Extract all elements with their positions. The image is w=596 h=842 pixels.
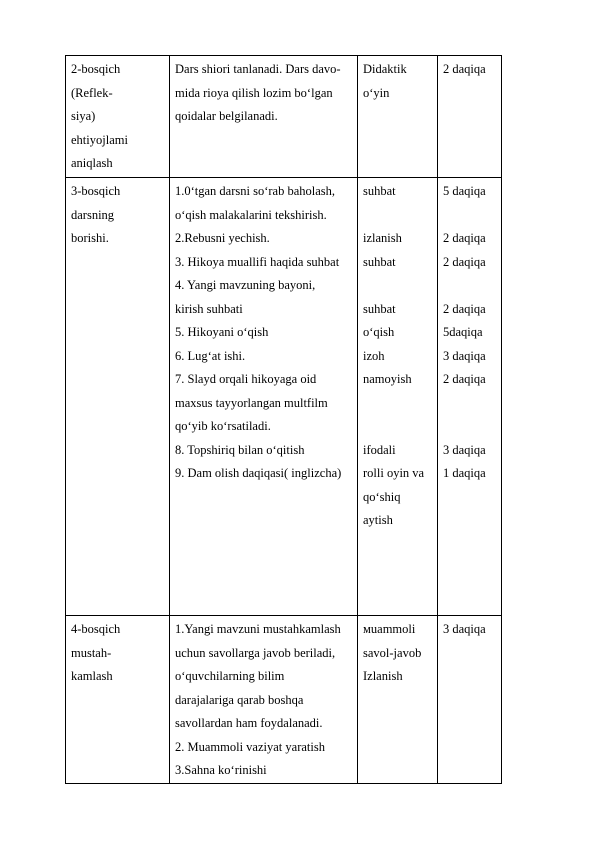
cell-line: o‘yin [363,85,390,100]
cell-line: 3.Sahna ko‘rinishi [175,763,267,777]
method-cell [358,56,438,178]
cell-line [363,274,434,298]
cell-line: kirish suhbati [175,301,243,316]
cell-line: 1.Yangi mavzuni mustahkamlash [175,622,341,636]
cell-line: 2.Rebusni yechish. [175,231,270,245]
cell-line: izoh [363,348,385,363]
method-cell [358,616,438,784]
cell-line: qo‘shiq [363,489,401,504]
cell-line: ifodali [363,442,396,457]
cell-line: (Reflek- [71,85,113,100]
cell-line: 3 daqiqa [443,622,486,636]
cell-line: o‘qish malakalarini tekshirish. [175,207,327,222]
cell-line: uchun savollarga javob beriladi, [175,645,336,660]
cell-line: Izlanish [363,669,403,683]
cell-line: siya) [71,109,96,123]
cell-line: 2-bosqich [71,62,121,76]
cell-line [443,204,498,228]
cell-line: 3 daqiqa [443,348,486,363]
cell-line [443,274,498,298]
cell-line: ehtiyojlami [71,132,128,147]
cell-line: aytish [363,513,393,527]
cell-line: 3. Hikoya muallifi haqida suhbat [175,254,340,269]
cell-line: darsning [71,207,115,222]
cell-line: mida rioya qilish lozim bo‘lgan [175,85,333,100]
cell-line: izlanish [363,231,402,245]
cell-line: 9. Dam olish daqiqasi( inglizcha) [175,466,342,480]
stage-cell [66,616,170,784]
cell-line: savol-javob [363,645,422,660]
cell-line: 2 daqiqa [443,62,486,76]
method-cell [358,178,438,616]
cell-line: aniqlash [71,156,113,170]
cell-line: мuammoli [363,622,416,636]
cell-line: 5. Hikoyani o‘qish [175,325,269,339]
cell-line: 2 daqiqa [443,301,486,316]
cell-line: 8. Topshiriq bilan o‘qitish [175,442,305,457]
cell-line: qoidalar belgilanadi. [175,109,278,123]
table-row [66,56,502,178]
cell-line [363,392,434,416]
cell-line: 2 daqiqa [443,231,486,245]
cell-line: Dars shiori tanlanadi. Dars davo- [175,62,341,76]
cell-line: suhbat [363,184,396,198]
cell-line: 7. Slayd orqali hikoyaga oid [175,372,317,386]
cell-line: 2. Muammoli vaziyat yaratish [175,739,325,754]
cell-line: Didaktik [363,62,407,76]
time-cell [438,178,502,616]
cell-line: 6. Lug‘at ishi. [175,348,246,363]
cell-line: darajalariga qarab boshqa [175,692,304,707]
cell-line: 1.0‘tgan darsni so‘rab baholash, [175,184,336,198]
cell-line: 3 daqiqa [443,442,486,457]
content-cell [170,56,358,178]
cell-line: o‘qish [363,325,395,339]
cell-line: o‘quvchilarning bilim [175,669,285,683]
cell-line: maxsus tayyorlangan multfilm [175,395,328,410]
time-cell [438,616,502,784]
cell-line: qo‘yib ko‘rsatiladi. [175,419,271,433]
cell-line: 4. Yangi mavzuning bayoni, [175,278,316,292]
table-row [66,178,502,616]
cell-line: borishi. [71,231,109,245]
cell-line: savollardan ham foydalanadi. [175,716,323,730]
cell-line: 1 daqiqa [443,466,486,480]
cell-line [443,392,498,416]
cell-line: 5 daqiqa [443,184,486,198]
table-row [66,616,502,784]
cell-line: suhbat [363,254,396,269]
cell-line [363,204,434,228]
time-cell [438,56,502,178]
cell-line: 4-bosqich [71,622,121,636]
stage-cell [66,56,170,178]
cell-line [363,415,434,439]
content-cell [170,616,358,784]
cell-line: kamlash [71,669,113,683]
lesson-plan-table [65,55,502,784]
cell-line: rolli oyin va [363,466,425,480]
cell-line: namoyish [363,372,412,386]
cell-line: mustah- [71,645,112,660]
stage-cell [66,178,170,616]
cell-line [443,415,498,439]
cell-line: 5daqiqa [443,325,483,339]
cell-line: 2 daqiqa [443,372,486,386]
cell-line: 2 daqiqa [443,254,486,269]
cell-line: 3-bosqich [71,184,121,198]
cell-line: suhbat [363,301,396,316]
content-cell [170,178,358,616]
